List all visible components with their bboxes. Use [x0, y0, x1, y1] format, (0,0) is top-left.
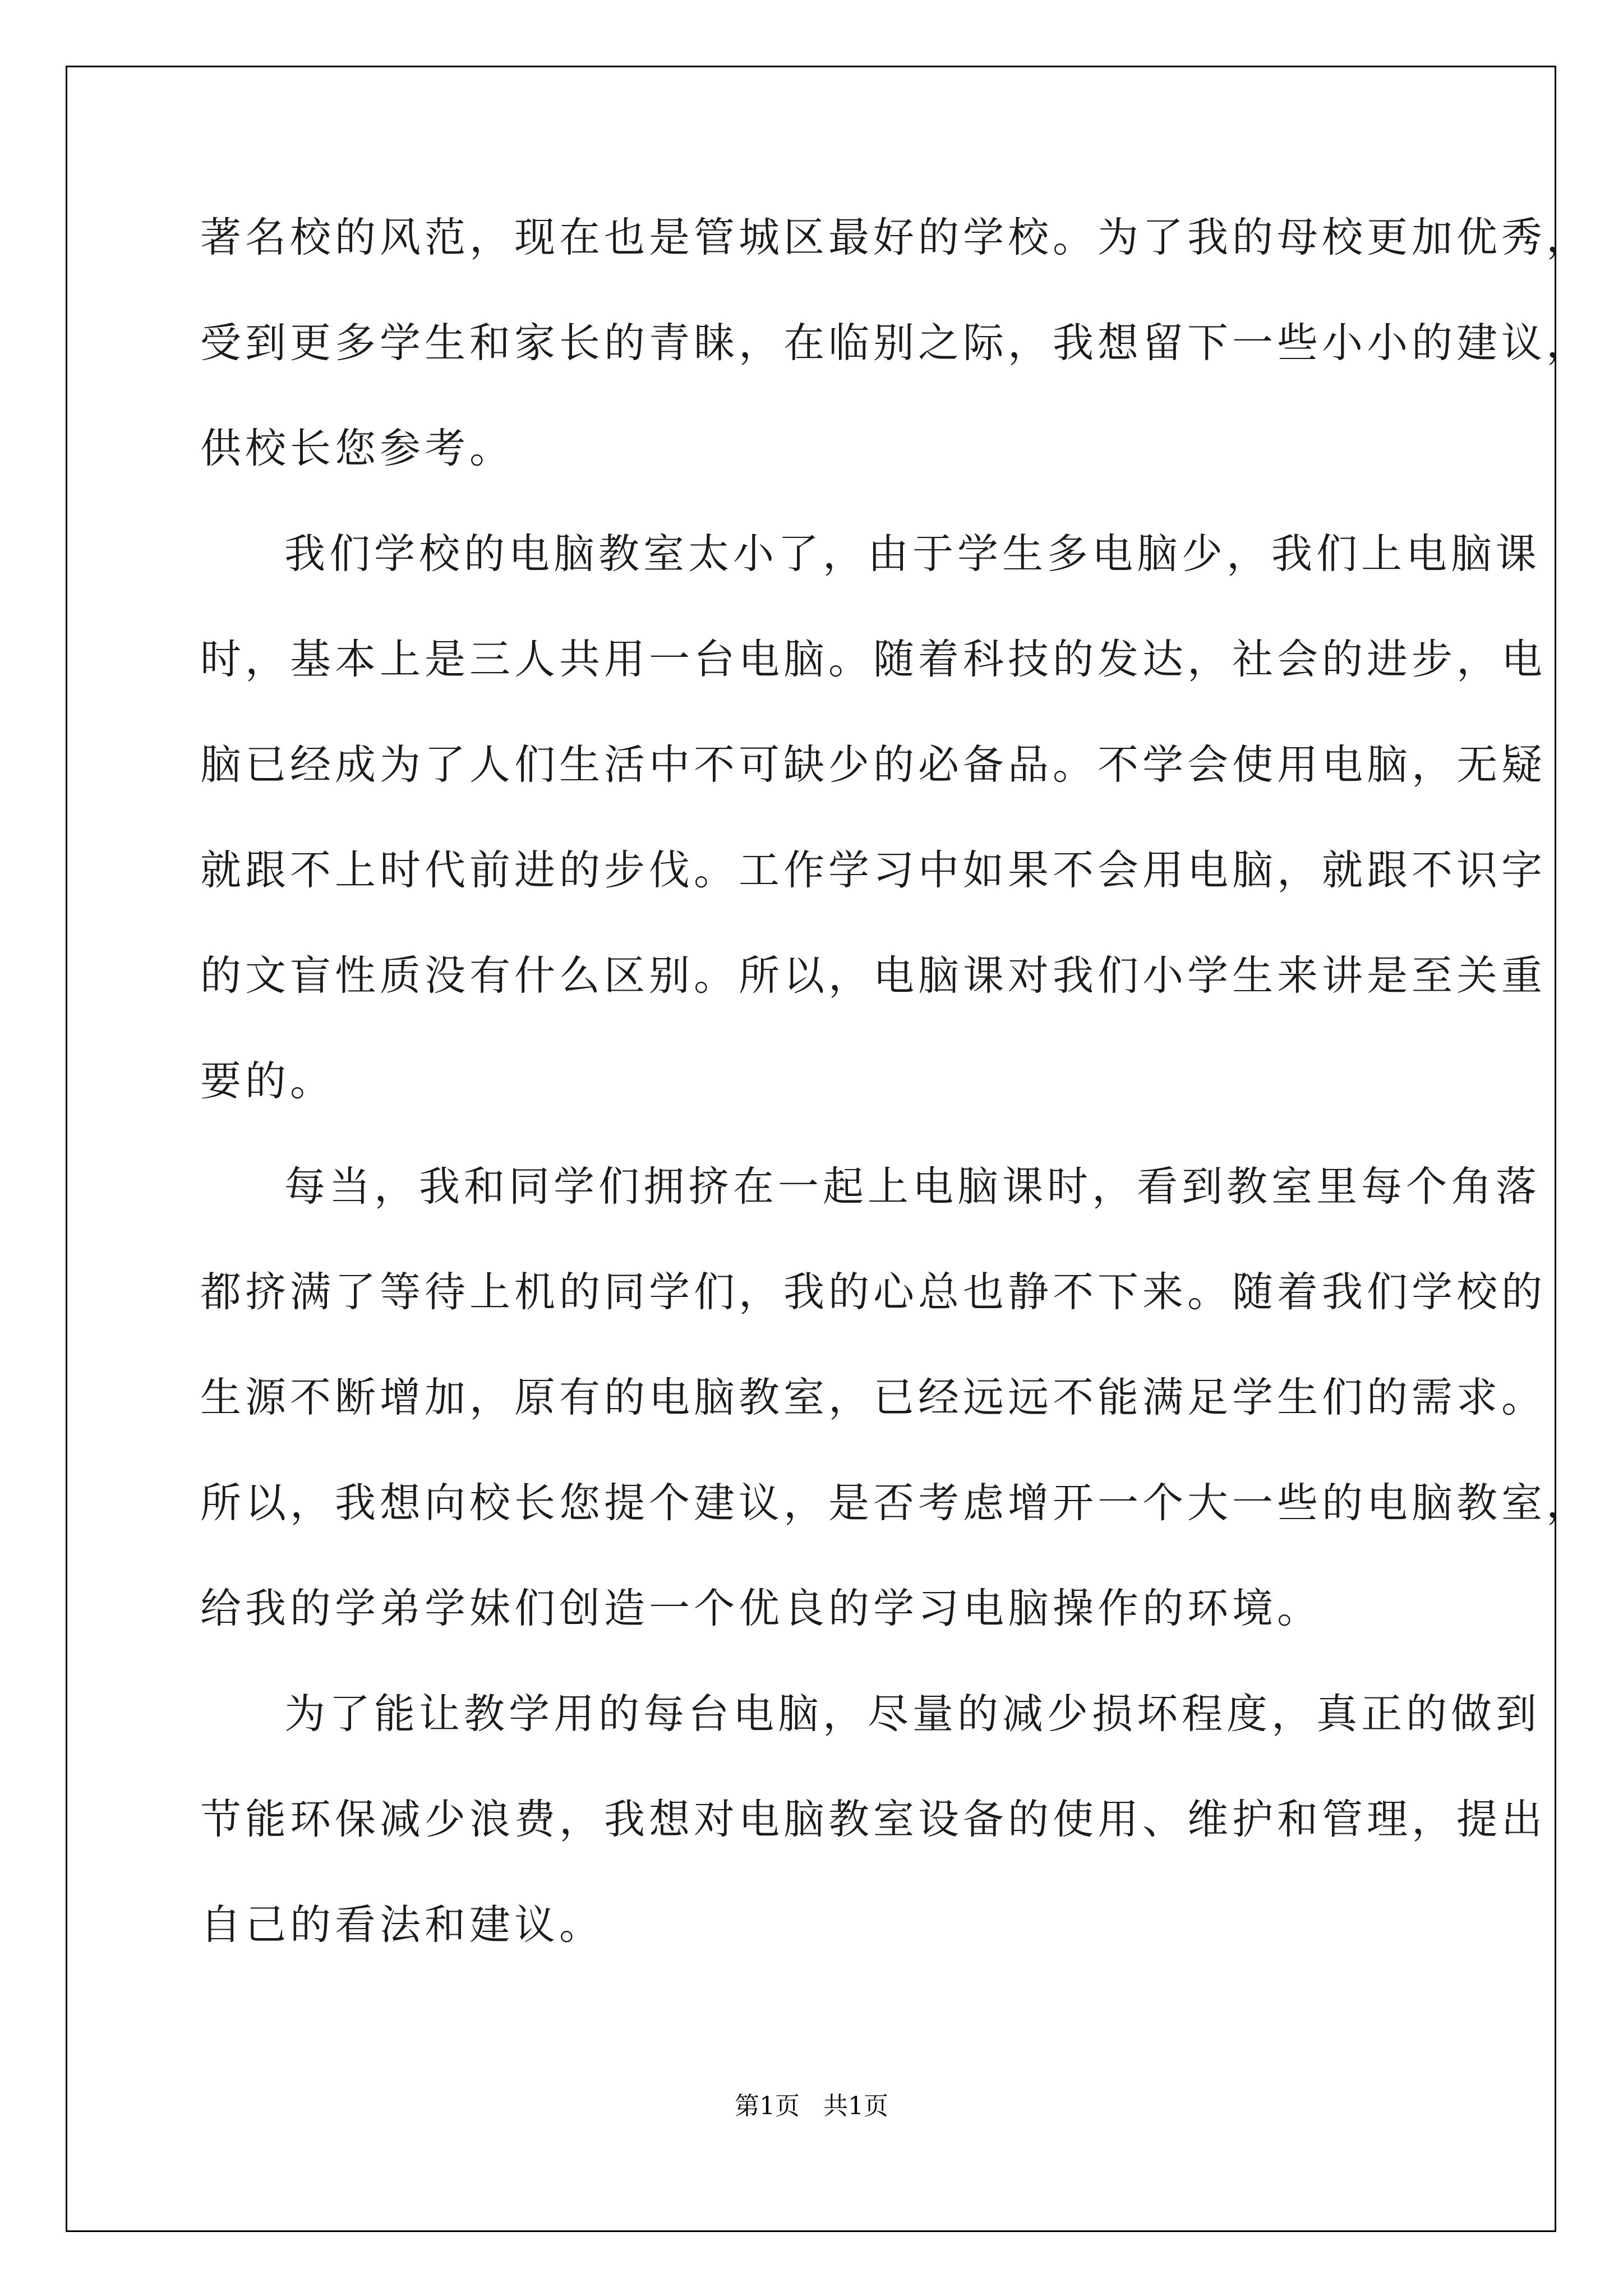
text-line: 的文盲性质没有什么区别。所以，电脑课对我们小学生来讲是至关重: [200, 952, 1546, 1000]
text-line: 要的。: [200, 1057, 335, 1105]
text-line: 脑已经成为了人们生活中不可缺少的必备品。不学会使用电脑，无疑: [200, 741, 1546, 789]
text-line: 著名校的风范，现在也是管城区最好的学校。为了我的母校更加优秀，: [200, 214, 1591, 261]
text-line: 给我的学弟学妹们创造一个优良的学习电脑操作的环境。: [200, 1585, 1322, 1632]
text-line: 自己的看法和建议。: [200, 1901, 604, 1949]
text-line: 每当，我和同学们拥挤在一起上电脑课时，看到教室里每个角落: [284, 1163, 1541, 1211]
text-line: 受到更多学生和家长的青睐，在临别之际，我想留下一些小小的建议，: [200, 319, 1591, 367]
text-line: 供校长您参考。: [200, 425, 514, 472]
text-line: 为了能让教学用的每台电脑，尽量的减少损坏程度，真正的做到: [284, 1690, 1541, 1738]
page-footer: [0, 2086, 1623, 2122]
document-body: [200, 185, 1591, 1978]
text-line: 所以，我想向校长您提个建议，是否考虑增开一个大一些的电脑教室，: [200, 1479, 1591, 1527]
text-line: 生源不断增加，原有的电脑教室，已经远远不能满足学生们的需求。: [200, 1374, 1546, 1421]
page-number: 第1页 共1页: [735, 2092, 888, 2120]
text-line: 时，基本上是三人共用一台电脑。随着科技的发达，社会的进步，电: [200, 636, 1546, 683]
text-line: 我们学校的电脑教室太小了，由于学生多电脑少，我们上电脑课: [284, 530, 1541, 578]
text-line: 就跟不上时代前进的步伐。工作学习中如果不会用电脑，就跟不识字: [200, 846, 1546, 894]
text-line: 节能环保减少浪费，我想对电脑教室设备的使用、维护和管理，提出: [200, 1796, 1546, 1843]
text-line: 都挤满了等待上机的同学们，我的心总也静不下来。随着我们学校的: [200, 1268, 1546, 1316]
